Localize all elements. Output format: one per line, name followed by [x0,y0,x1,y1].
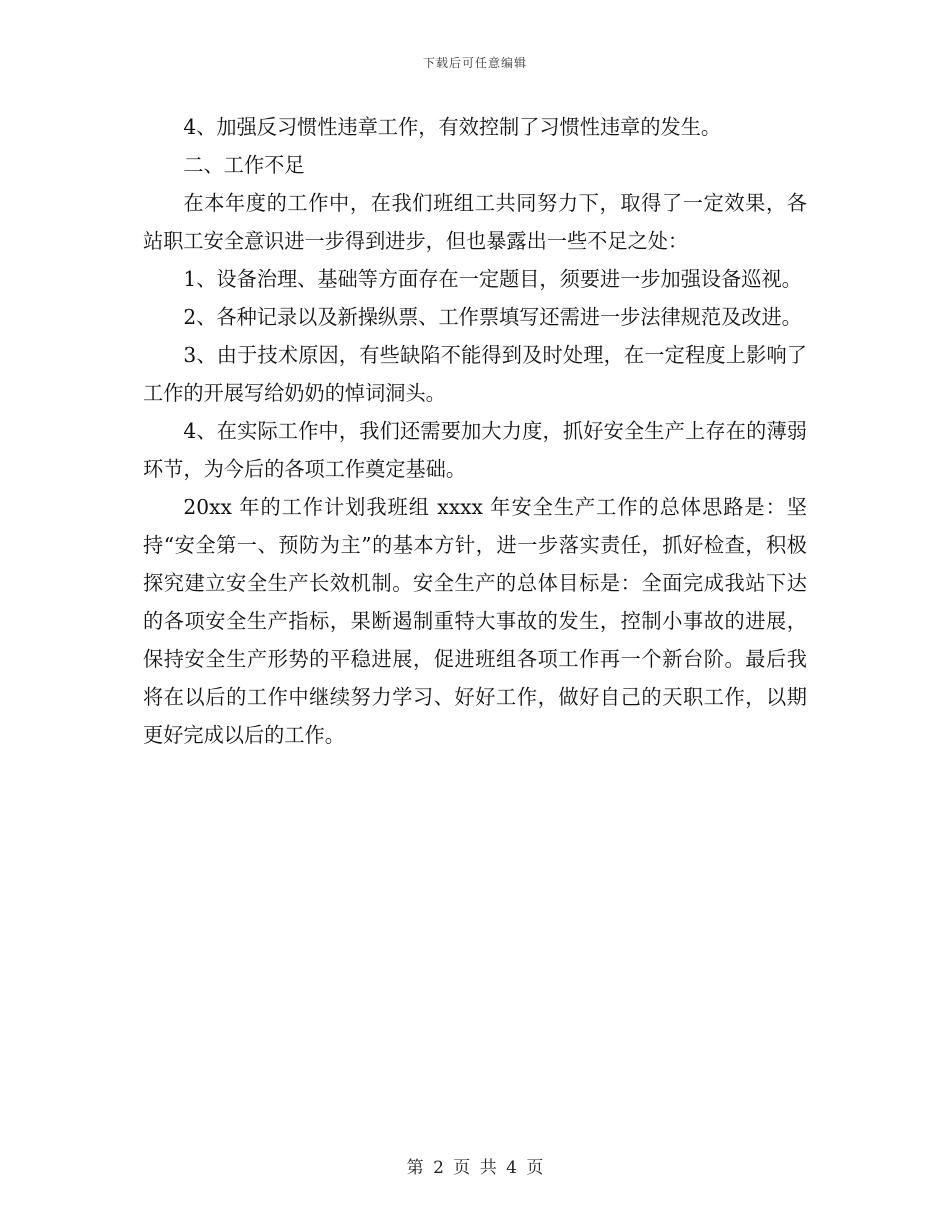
paragraph: 在本年度的工作中，在我们班组工共同努力下，取得了一定效果，各站职工安全意识进一步得到进步，但也暴露出一些不足之处： [143,191,807,253]
list-item: 3、由于技术原因，有些缺陷不能得到及时处理，在一定程度上影响了工作的开展写给奶奶的悼词洞头。 [143,343,807,405]
paragraph: 4、加强反习惯性违章工作，有效控制了习惯性违章的发生。 [183,115,722,139]
document-body [143,108,807,754]
page-header: 下载后可任意编辑 [422,56,527,70]
section-heading: 二、工作不足 [183,153,305,177]
list-item: 1、设备治理、基础等方面存在一定题目，须要进一步加强设备巡视。 [183,267,802,291]
list-item: 2、各种记录以及新操纵票、工作票填写还需进一步法律规范及改进。 [183,305,802,329]
page-number-footer: 第 2 页 共 4 页 [406,1158,544,1178]
list-item: 4、在实际工作中，我们还需要加大力度，抓好安全生产上存在的薄弱环节，为今后的各项工作奠定基础。 [143,419,807,481]
paragraph: 20xx 年的工作计划我班组 xxxx 年安全生产工作的总体思路是：坚持“安全第一、预防为主”的基本方针，进一步落实责任，抓好检查，积极探究建立安全生产长效机制。安全生产的总体目标是：全面完成我站下达的各项安全生产指标，果断遏制重特大事故的发生，控制小事故的进展，保持安全生产形势的平稳进展，促进班组各项工作再一个新台阶。最后我将在以后的工作中继续努力学习、好好工作，做好自己的天职工作，以期更好完成以后的工作。 [143,495,807,747]
